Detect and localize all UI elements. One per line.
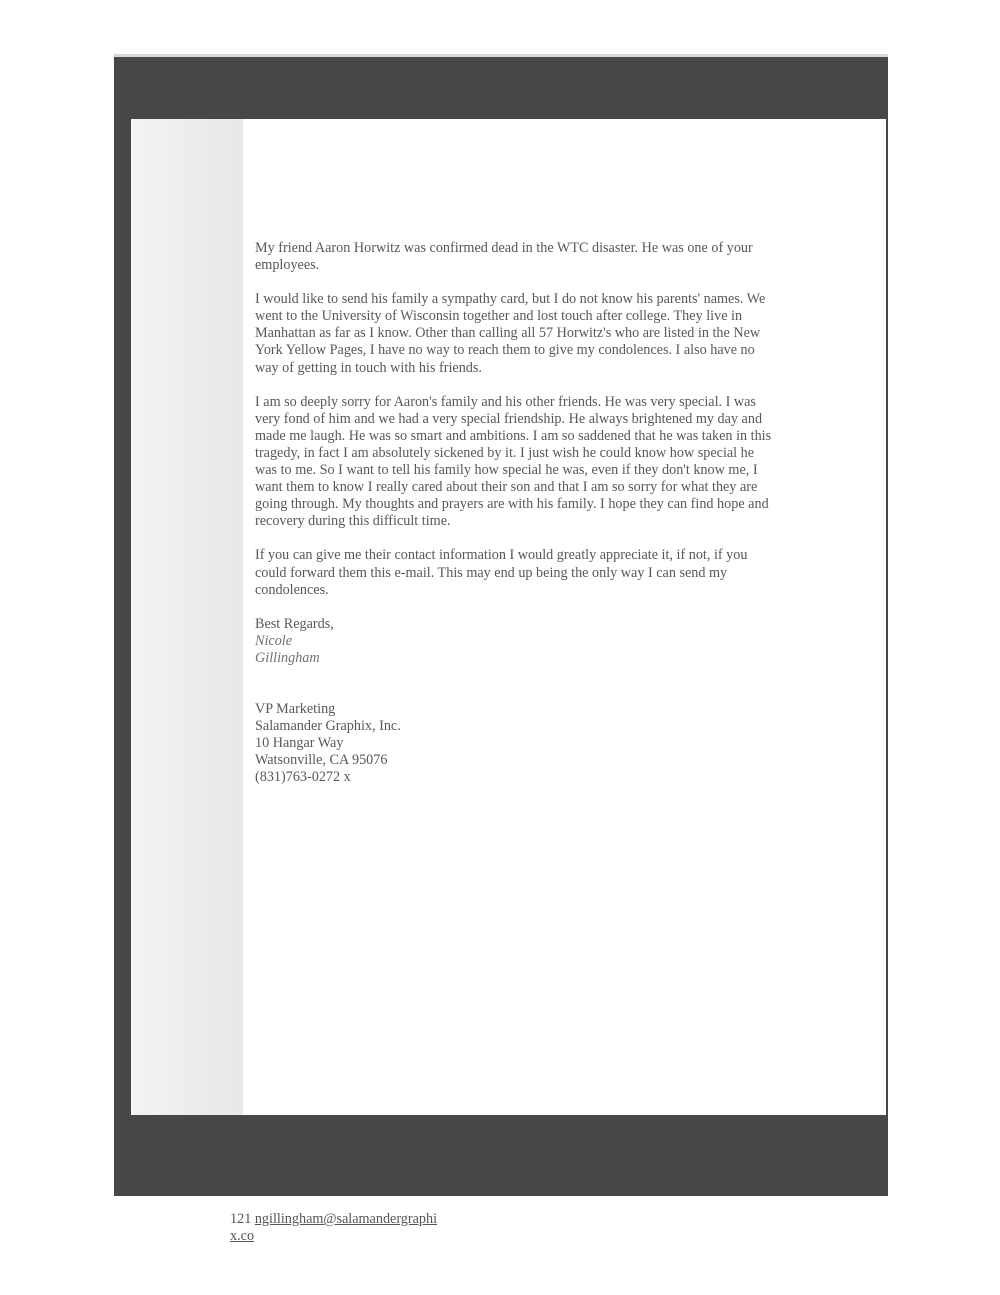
company-name: Salamander Graphix, Inc. — [255, 718, 401, 735]
phone-number: (831)763-0272 x — [255, 769, 351, 786]
street-address: 10 Hangar Way — [255, 735, 344, 752]
address-block — [255, 701, 775, 786]
footer-note — [230, 1211, 437, 1245]
signature-last-name: Gillingham — [255, 649, 320, 666]
signature-block — [255, 616, 775, 667]
scan-edge — [114, 54, 888, 57]
paragraph-4: If you can give me their contact information I would greatly appreciate it, if not, if you could forward them this e-mail. This may end up being the only way I can send my condolences. — [255, 547, 748, 598]
footer-email-line2[interactable]: x.co — [230, 1228, 255, 1244]
paragraph-3: I am so deeply sorry for Aaron's family and his other friends. He was very special. I was very fond of him and we had a very special friendship. He always brightened my day and made me laugh. He was so smart and ambitions. I am so saddened that he was taken in this tragedy, in fact I am absolutely sickened by it. I just wish he could know how special he was to me. So I want to tell his family how special he was, even if they don't know me, I want them to know I really cared about their son and that I am so sorry for what they are going through. My thoughts and prayers are with his family. I hope they can find hope and recovery during this difficult time. — [255, 393, 772, 530]
letter-body — [255, 240, 775, 786]
job-title: VP Marketing — [255, 700, 336, 717]
city-state-zip: Watsonville, CA 95076 — [255, 752, 388, 769]
signature-first-name: Nicole — [255, 632, 293, 649]
paragraph-2: I would like to send his family a sympathy card, but I do not know his parents' names. We went to the University of Wisconsin together and lost touch after college. They live in Manhattan as far as I know. Other than calling all 57 Horwitz's who are listed in the New York Yellow Pages, I have no way to reach them to give my condolences. I also have no way of getting in touch with his friends. — [255, 291, 766, 376]
paragraph-1: My friend Aaron Horwitz was confirmed dead in the WTC disaster. He was one of your employees. — [255, 240, 753, 274]
footer-email-line1[interactable]: ngillingham@salamandergraphi — [254, 1211, 438, 1227]
footer-number: 121 — [230, 1211, 252, 1227]
page-margin-strip — [131, 119, 243, 1115]
closing: Best Regards, — [255, 615, 334, 632]
